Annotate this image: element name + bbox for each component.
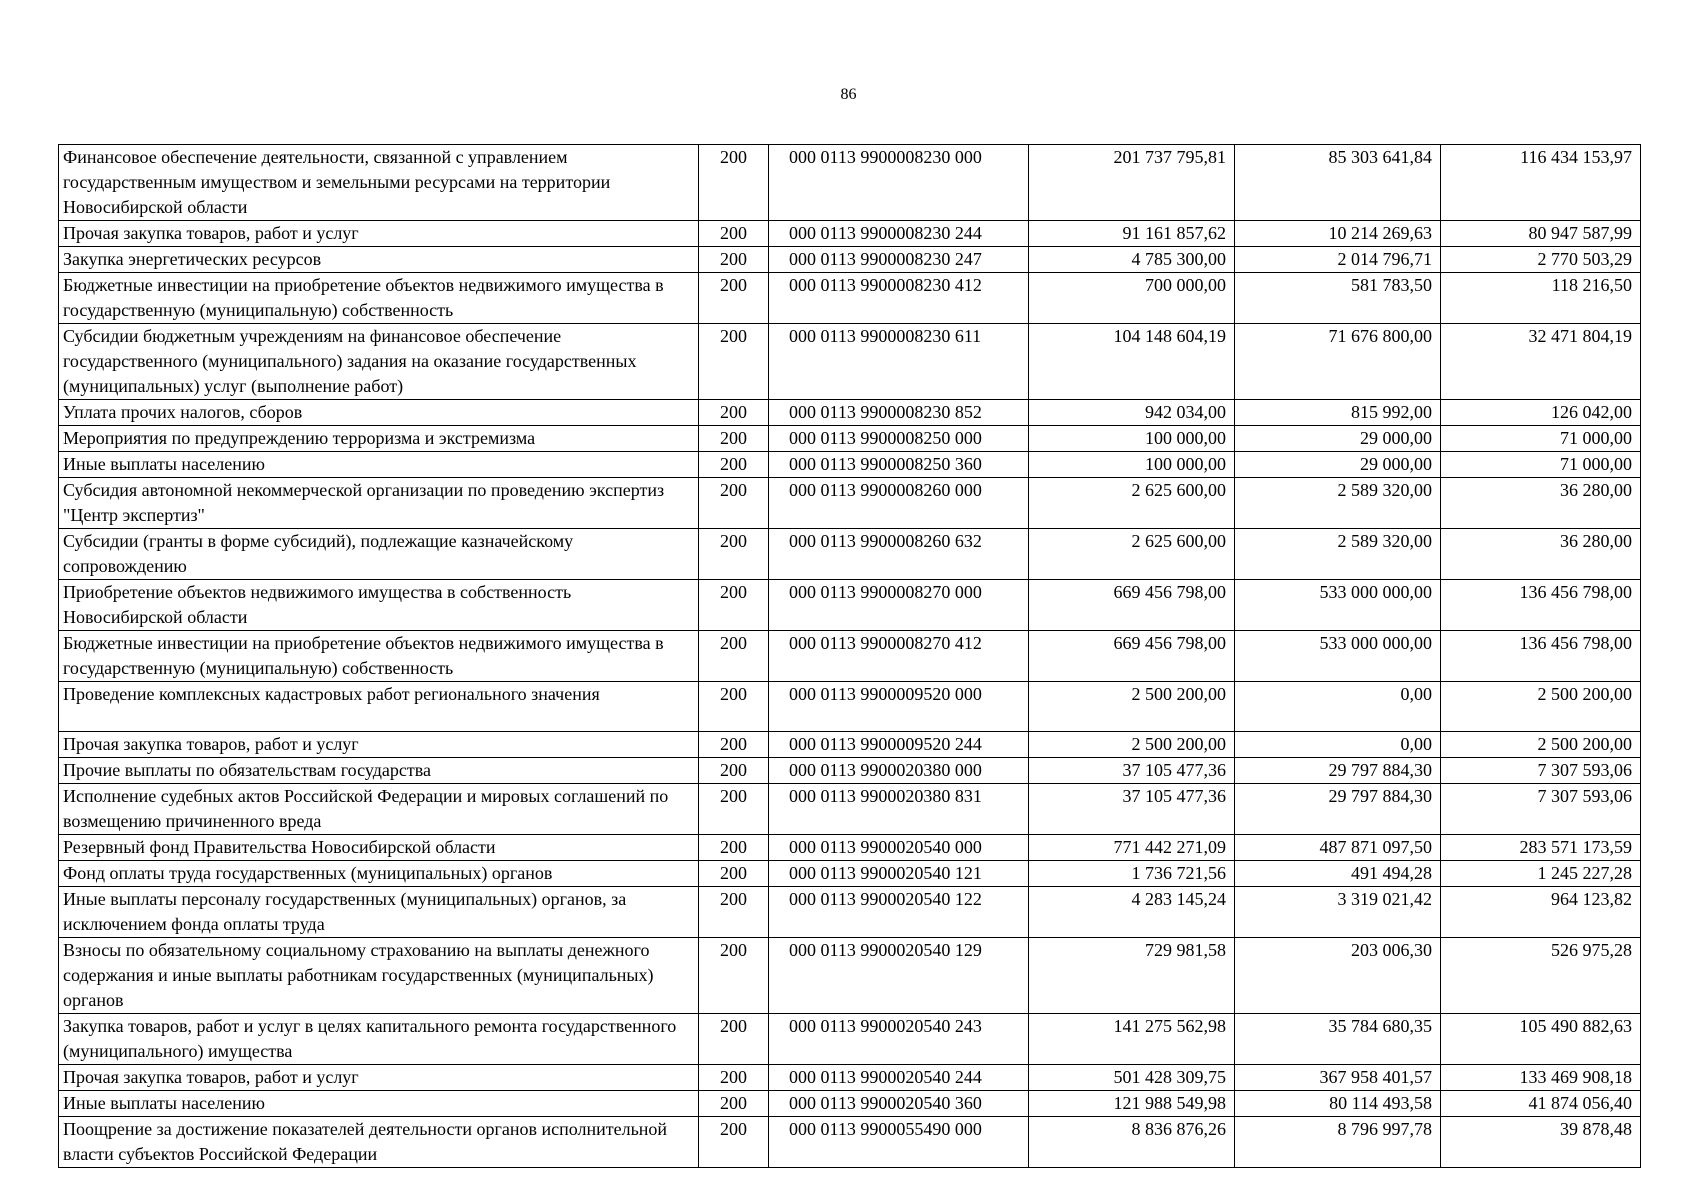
line-code-cell: 200 xyxy=(699,273,769,324)
line-code-cell: 200 xyxy=(699,221,769,247)
classification-code-cell: 000 0113 9900008260 000 xyxy=(769,478,1029,529)
table-body xyxy=(59,145,1641,1168)
expense-name-cell: Субсидии бюджетным учреждениям на финансовое обеспечение государственного (муниципального) задания на оказание государственных (муниципальных) услуг (выполнение работ) xyxy=(59,324,699,400)
line-code-cell: 200 xyxy=(699,324,769,400)
classification-code-cell: 000 0113 9900020540 121 xyxy=(769,861,1029,887)
table-row xyxy=(59,529,1641,580)
unexecuted-amount-cell: 133 469 908,18 xyxy=(1441,1065,1641,1091)
classification-code-cell: 000 0113 9900008260 632 xyxy=(769,529,1029,580)
expense-name-cell: Прочая закупка товаров, работ и услуг xyxy=(59,221,699,247)
page-number: 86 xyxy=(840,86,857,103)
classification-code-cell: 000 0113 9900055490 000 xyxy=(769,1117,1029,1168)
approved-amount-cell: 121 988 549,98 xyxy=(1029,1091,1235,1117)
unexecuted-amount-cell: 7 307 593,06 xyxy=(1441,758,1641,784)
expense-name-cell: Иные выплаты населению xyxy=(59,1091,699,1117)
classification-code-cell: 000 0113 9900008230 244 xyxy=(769,221,1029,247)
line-code-cell: 200 xyxy=(699,1091,769,1117)
unexecuted-amount-cell: 126 042,00 xyxy=(1441,400,1641,426)
unexecuted-amount-cell: 71 000,00 xyxy=(1441,452,1641,478)
approved-amount-cell: 2 500 200,00 xyxy=(1029,682,1235,732)
line-code-cell: 200 xyxy=(699,1014,769,1065)
line-code-cell: 200 xyxy=(699,580,769,631)
approved-amount-cell: 4 785 300,00 xyxy=(1029,247,1235,273)
approved-amount-cell: 100 000,00 xyxy=(1029,452,1235,478)
executed-amount-cell: 3 319 021,42 xyxy=(1235,887,1441,938)
expense-name-cell: Закупка товаров, работ и услуг в целях капитального ремонта государственного (муниципального) имущества xyxy=(59,1014,699,1065)
expense-name-cell: Уплата прочих налогов, сборов xyxy=(59,400,699,426)
line-code-cell: 200 xyxy=(699,861,769,887)
table-row xyxy=(59,580,1641,631)
unexecuted-amount-cell: 2 500 200,00 xyxy=(1441,682,1641,732)
executed-amount-cell: 533 000 000,00 xyxy=(1235,580,1441,631)
table-row xyxy=(59,938,1641,1014)
unexecuted-amount-cell: 136 456 798,00 xyxy=(1441,580,1641,631)
approved-amount-cell: 669 456 798,00 xyxy=(1029,631,1235,682)
classification-code-cell: 000 0113 9900008230 247 xyxy=(769,247,1029,273)
approved-amount-cell: 942 034,00 xyxy=(1029,400,1235,426)
executed-amount-cell: 581 783,50 xyxy=(1235,273,1441,324)
approved-amount-cell: 37 105 477,36 xyxy=(1029,758,1235,784)
table-row xyxy=(59,1091,1641,1117)
classification-code-cell: 000 0113 9900008230 412 xyxy=(769,273,1029,324)
table-row xyxy=(59,887,1641,938)
executed-amount-cell: 8 796 997,78 xyxy=(1235,1117,1441,1168)
classification-code-cell: 000 0113 9900009520 244 xyxy=(769,732,1029,758)
classification-code-cell: 000 0113 9900020540 360 xyxy=(769,1091,1029,1117)
line-code-cell: 200 xyxy=(699,758,769,784)
unexecuted-amount-cell: 136 456 798,00 xyxy=(1441,631,1641,682)
table-row xyxy=(59,1014,1641,1065)
line-code-cell: 200 xyxy=(699,478,769,529)
classification-code-cell: 000 0113 9900008270 000 xyxy=(769,580,1029,631)
expense-name-cell: Иные выплаты населению xyxy=(59,452,699,478)
executed-amount-cell: 29 000,00 xyxy=(1235,426,1441,452)
expense-name-cell: Поощрение за достижение показателей деятельности органов исполнительной власти субъектов Российской Федерации xyxy=(59,1117,699,1168)
executed-amount-cell: 2 014 796,71 xyxy=(1235,247,1441,273)
table-row xyxy=(59,452,1641,478)
approved-amount-cell: 8 836 876,26 xyxy=(1029,1117,1235,1168)
approved-amount-cell: 100 000,00 xyxy=(1029,426,1235,452)
unexecuted-amount-cell: 80 947 587,99 xyxy=(1441,221,1641,247)
unexecuted-amount-cell: 526 975,28 xyxy=(1441,938,1641,1014)
unexecuted-amount-cell: 41 874 056,40 xyxy=(1441,1091,1641,1117)
unexecuted-amount-cell: 964 123,82 xyxy=(1441,887,1641,938)
line-code-cell: 200 xyxy=(699,631,769,682)
table-row xyxy=(59,732,1641,758)
line-code-cell: 200 xyxy=(699,529,769,580)
unexecuted-amount-cell: 36 280,00 xyxy=(1441,529,1641,580)
table-row xyxy=(59,221,1641,247)
unexecuted-amount-cell: 105 490 882,63 xyxy=(1441,1014,1641,1065)
approved-amount-cell: 2 500 200,00 xyxy=(1029,732,1235,758)
approved-amount-cell: 141 275 562,98 xyxy=(1029,1014,1235,1065)
unexecuted-amount-cell: 118 216,50 xyxy=(1441,273,1641,324)
table-row xyxy=(59,784,1641,835)
expense-name-cell: Проведение комплексных кадастровых работ регионального значения xyxy=(59,682,699,732)
line-code-cell: 200 xyxy=(699,1117,769,1168)
table-row xyxy=(59,400,1641,426)
line-code-cell: 200 xyxy=(699,732,769,758)
expense-name-cell: Прочая закупка товаров, работ и услуг xyxy=(59,732,699,758)
classification-code-cell: 000 0113 9900020380 000 xyxy=(769,758,1029,784)
approved-amount-cell: 1 736 721,56 xyxy=(1029,861,1235,887)
executed-amount-cell: 85 303 641,84 xyxy=(1235,145,1441,221)
table-row xyxy=(59,478,1641,529)
approved-amount-cell: 700 000,00 xyxy=(1029,273,1235,324)
table-row xyxy=(59,861,1641,887)
classification-code-cell: 000 0113 9900020540 000 xyxy=(769,835,1029,861)
approved-amount-cell: 2 625 600,00 xyxy=(1029,478,1235,529)
executed-amount-cell: 533 000 000,00 xyxy=(1235,631,1441,682)
unexecuted-amount-cell: 2 500 200,00 xyxy=(1441,732,1641,758)
line-code-cell: 200 xyxy=(699,452,769,478)
line-code-cell: 200 xyxy=(699,682,769,732)
line-code-cell: 200 xyxy=(699,1065,769,1091)
classification-code-cell: 000 0113 9900008250 360 xyxy=(769,452,1029,478)
approved-amount-cell: 2 625 600,00 xyxy=(1029,529,1235,580)
line-code-cell: 200 xyxy=(699,145,769,221)
approved-amount-cell: 771 442 271,09 xyxy=(1029,835,1235,861)
expense-name-cell: Фонд оплаты труда государственных (муниципальных) органов xyxy=(59,861,699,887)
executed-amount-cell: 71 676 800,00 xyxy=(1235,324,1441,400)
executed-amount-cell: 815 992,00 xyxy=(1235,400,1441,426)
classification-code-cell: 000 0113 9900020540 243 xyxy=(769,1014,1029,1065)
table-row xyxy=(59,273,1641,324)
unexecuted-amount-cell: 1 245 227,28 xyxy=(1441,861,1641,887)
executed-amount-cell: 487 871 097,50 xyxy=(1235,835,1441,861)
line-code-cell: 200 xyxy=(699,938,769,1014)
expense-name-cell: Резервный фонд Правительства Новосибирской области xyxy=(59,835,699,861)
executed-amount-cell: 35 784 680,35 xyxy=(1235,1014,1441,1065)
approved-amount-cell: 669 456 798,00 xyxy=(1029,580,1235,631)
line-code-cell: 200 xyxy=(699,426,769,452)
executed-amount-cell: 367 958 401,57 xyxy=(1235,1065,1441,1091)
unexecuted-amount-cell: 71 000,00 xyxy=(1441,426,1641,452)
line-code-cell: 200 xyxy=(699,400,769,426)
approved-amount-cell: 201 737 795,81 xyxy=(1029,145,1235,221)
expense-name-cell: Финансовое обеспечение деятельности, связанной с управлением государственным имуществом и земельными ресурсами на территории Новосибирской области xyxy=(59,145,699,221)
expense-name-cell: Иные выплаты персоналу государственных (муниципальных) органов, за исключением фонда оплаты труда xyxy=(59,887,699,938)
table-row xyxy=(59,682,1641,732)
expense-name-cell: Субсидии (гранты в форме субсидий), подлежащие казначейскому сопровождению xyxy=(59,529,699,580)
approved-amount-cell: 104 148 604,19 xyxy=(1029,324,1235,400)
unexecuted-amount-cell: 2 770 503,29 xyxy=(1441,247,1641,273)
classification-code-cell: 000 0113 9900020540 244 xyxy=(769,1065,1029,1091)
classification-code-cell: 000 0113 9900020540 122 xyxy=(769,887,1029,938)
classification-code-cell: 000 0113 9900008230 000 xyxy=(769,145,1029,221)
classification-code-cell: 000 0113 9900008230 611 xyxy=(769,324,1029,400)
unexecuted-amount-cell: 7 307 593,06 xyxy=(1441,784,1641,835)
expense-name-cell: Прочие выплаты по обязательствам государства xyxy=(59,758,699,784)
executed-amount-cell: 203 006,30 xyxy=(1235,938,1441,1014)
line-code-cell: 200 xyxy=(699,247,769,273)
executed-amount-cell: 29 000,00 xyxy=(1235,452,1441,478)
approved-amount-cell: 729 981,58 xyxy=(1029,938,1235,1014)
approved-amount-cell: 91 161 857,62 xyxy=(1029,221,1235,247)
expense-name-cell: Закупка энергетических ресурсов xyxy=(59,247,699,273)
unexecuted-amount-cell: 39 878,48 xyxy=(1441,1117,1641,1168)
executed-amount-cell: 0,00 xyxy=(1235,682,1441,732)
table-row xyxy=(59,247,1641,273)
table-row xyxy=(59,631,1641,682)
classification-code-cell: 000 0113 9900009520 000 xyxy=(769,682,1029,732)
line-code-cell: 200 xyxy=(699,784,769,835)
executed-amount-cell: 80 114 493,58 xyxy=(1235,1091,1441,1117)
executed-amount-cell: 0,00 xyxy=(1235,732,1441,758)
table-row xyxy=(59,426,1641,452)
classification-code-cell: 000 0113 9900020540 129 xyxy=(769,938,1029,1014)
executed-amount-cell: 10 214 269,63 xyxy=(1235,221,1441,247)
expense-name-cell: Взносы по обязательному социальному страхованию на выплаты денежного содержания и иные выплаты работникам государственных (муниципальных) органов xyxy=(59,938,699,1014)
unexecuted-amount-cell: 116 434 153,97 xyxy=(1441,145,1641,221)
expense-name-cell: Прочая закупка товаров, работ и услуг xyxy=(59,1065,699,1091)
expense-name-cell: Бюджетные инвестиции на приобретение объектов недвижимого имущества в государственную (муниципальную) собственность xyxy=(59,273,699,324)
approved-amount-cell: 4 283 145,24 xyxy=(1029,887,1235,938)
executed-amount-cell: 29 797 884,30 xyxy=(1235,758,1441,784)
table-row xyxy=(59,145,1641,221)
classification-code-cell: 000 0113 9900008270 412 xyxy=(769,631,1029,682)
table-row xyxy=(59,835,1641,861)
table-row xyxy=(59,1117,1641,1168)
expense-name-cell: Приобретение объектов недвижимого имущества в собственность Новосибирской области xyxy=(59,580,699,631)
classification-code-cell: 000 0113 9900008250 000 xyxy=(769,426,1029,452)
line-code-cell: 200 xyxy=(699,887,769,938)
approved-amount-cell: 37 105 477,36 xyxy=(1029,784,1235,835)
budget-execution-table xyxy=(58,144,1641,1168)
expense-name-cell: Мероприятия по предупреждению терроризма и экстремизма xyxy=(59,426,699,452)
executed-amount-cell: 491 494,28 xyxy=(1235,861,1441,887)
expense-name-cell: Бюджетные инвестиции на приобретение объектов недвижимого имущества в государственную (муниципальную) собственность xyxy=(59,631,699,682)
executed-amount-cell: 2 589 320,00 xyxy=(1235,478,1441,529)
executed-amount-cell: 2 589 320,00 xyxy=(1235,529,1441,580)
table-row xyxy=(59,324,1641,400)
expense-name-cell: Исполнение судебных актов Российской Федерации и мировых соглашений по возмещению причиненного вреда xyxy=(59,784,699,835)
classification-code-cell: 000 0113 9900020380 831 xyxy=(769,784,1029,835)
table-row xyxy=(59,1065,1641,1091)
table-row xyxy=(59,758,1641,784)
unexecuted-amount-cell: 283 571 173,59 xyxy=(1441,835,1641,861)
executed-amount-cell: 29 797 884,30 xyxy=(1235,784,1441,835)
approved-amount-cell: 501 428 309,75 xyxy=(1029,1065,1235,1091)
unexecuted-amount-cell: 36 280,00 xyxy=(1441,478,1641,529)
expense-name-cell: Субсидия автономной некоммерческой организации по проведению экспертиз "Центр экспертиз" xyxy=(59,478,699,529)
line-code-cell: 200 xyxy=(699,835,769,861)
unexecuted-amount-cell: 32 471 804,19 xyxy=(1441,324,1641,400)
classification-code-cell: 000 0113 9900008230 852 xyxy=(769,400,1029,426)
